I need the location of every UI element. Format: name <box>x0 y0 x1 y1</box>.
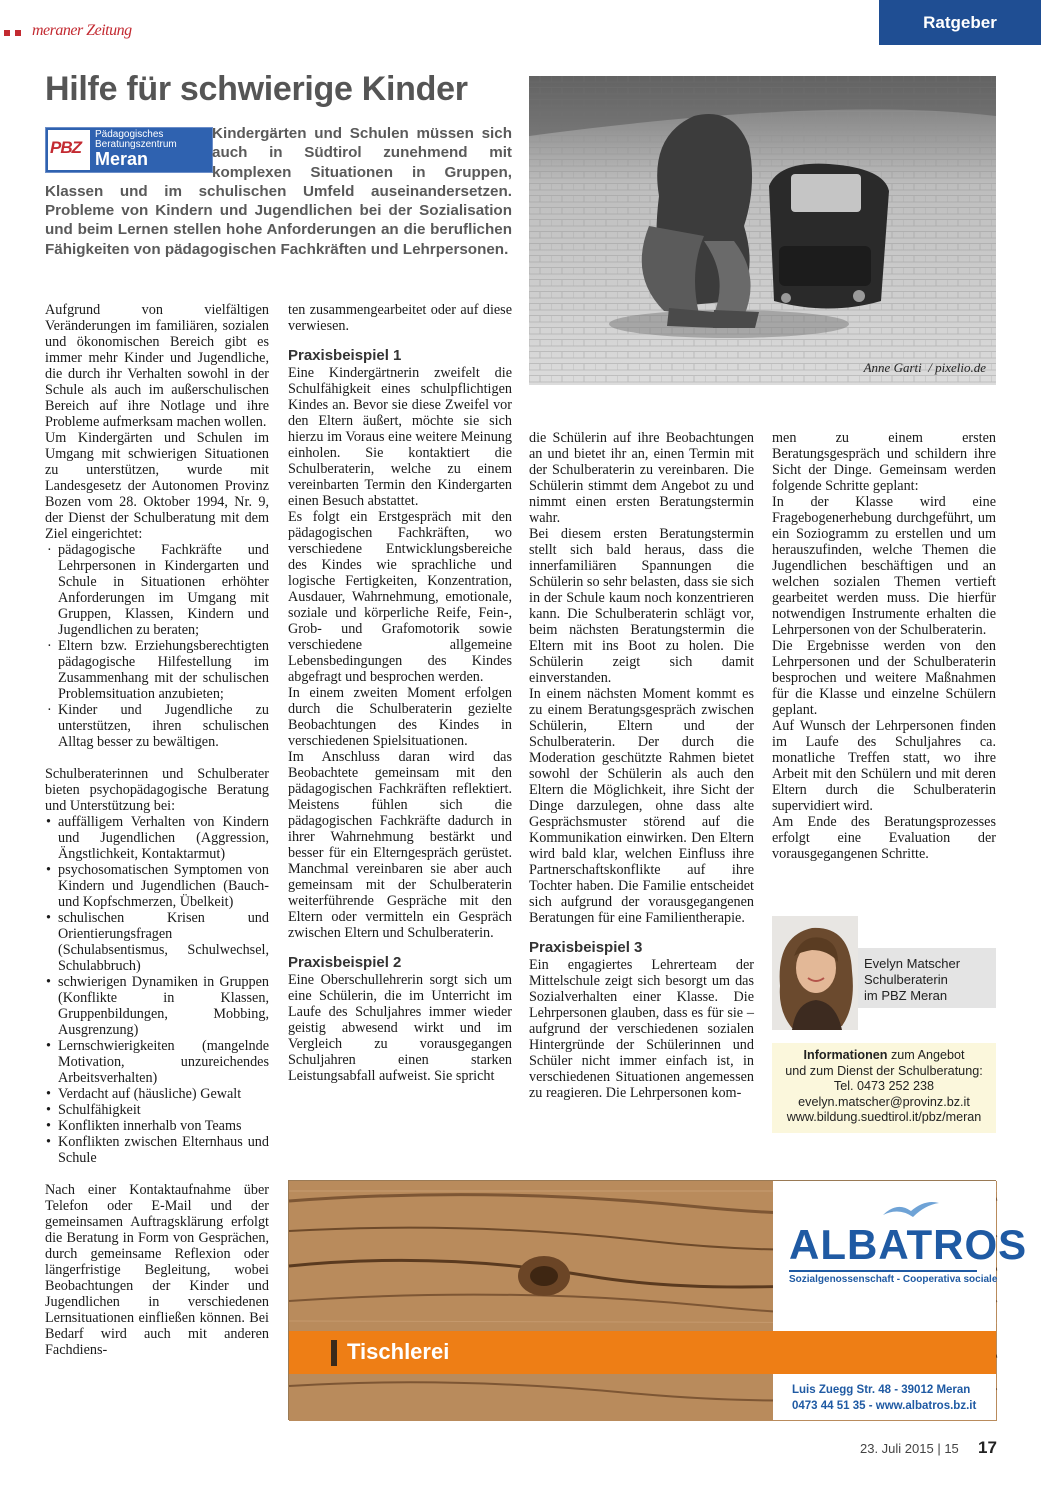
list-item: · Eltern bzw. Erziehungsberechtigten pädagogische Hilfestellung im Zusammenhang mit der schulischen Problemsituation anzubieten; <box>45 638 269 702</box>
advertisement <box>288 1180 1028 1420</box>
page-number: 17 <box>978 1438 997 1457</box>
col1-offer: Schulberaterinnen und Schulberater bieten psychopädagogische Beratung und Unterstützung bei: <box>45 766 269 814</box>
list-item: · pädagogische Fachkräfte und Lehrpersonen in Kindergarten und Schule in Situationen erhöhter Anforderungen im Umgang mit Gruppen, Klassen, Kindern und Jugendlichen zu beraten; <box>45 542 269 638</box>
aims-list <box>45 542 269 750</box>
author-portrait-icon <box>772 916 858 1030</box>
author-org: im PBZ Meran <box>864 988 948 1003</box>
header <box>0 0 1041 60</box>
section-tab: Ratgeber <box>879 0 1041 45</box>
footer-date: 23. Juli 2015 | 15 <box>860 1441 959 1456</box>
list-item: • Schulfähigkeit <box>45 1102 269 1118</box>
list-item: • psychosomatischen Symptomen von Kindern und Jugendlichen (Bauch- und Kopfschmerzen, Übelkeit) <box>45 862 269 910</box>
ad-address: Luis Zuegg Str. 48 - 39012 Meran <box>792 1384 971 1396</box>
ad-banner <box>289 1331 996 1374</box>
ad-brand-rule <box>789 1270 977 1272</box>
ad-contact: 0473 44 51 35 - www.albatros.bz.it <box>792 1400 977 1412</box>
author-photo <box>772 916 858 1030</box>
list-item: • schulischen Krisen und Orientierungsfragen (Schulabsentismus, Schulwechsel, Schulabbruch) <box>45 910 269 974</box>
info-phone: Tel. 0473 252 238 <box>833 1079 935 1094</box>
column-4: men zu einem ersten Beratungsgespräch und schildern ihre Sicht der Dinge. Gemeinsam werden folgende Schritte geplant: In der Klasse wird eine Fragebogenerhebung durchgeführt, um ein Soziogramm zu erstellen und um herauszufinden, welche Themen die Jugendlichen beschäftigen und an welchen sozialen Themen vertieft gearbeitet werden muss. Die hierfür notwendigen Instrumente erhalten die Lehrpersonen von der Schulberaterin. Die Ergebnisse werden von den Lehrpersonen und der Schulberaterin besprochen und weitere Maßnahmen für die Klasse und einzelne Schülern geplant. Auf Wunsch der Lehrpersonen finden im Laufe des Schuljahres ca. monatliche Treffen statt, wo ihre Arbeit mit den Schülern und mit deren Eltern durch die Schulberaterin supervidiert wird. Am Ende des Beratungsprozesses erfolgt eine Evaluation der vorausgegangenen Schritte. <box>772 430 996 862</box>
albatros-bird-icon <box>881 1195 941 1223</box>
ad-address-panel <box>773 1374 996 1420</box>
column-2: ten zusammengearbeitet oder auf diese verwiesen. Praxisbeispiel 1 Eine Kindergärtnerin zweifelt die Schulfähigkeit eines schulpflichtigen Kindes an. Bevor sie diese Zweifel vor den Eltern äußert, möchte sie sich hierzu im Voraus eine weitere Meinung einholen. Sie kontaktiert die Schulberaterin, welche zu einem vereinbarten Termin den Kindergarten einen Besuch abstattet. Es folgt ein Erstgespräch mit den pädagogischen Fachkräften, wo verschiedene Entwicklungsbereiche des Kindes wie sprachliche und logische Fertigkeiten, Konzentration, Ausdauer, Wahrnehmung, emotionale, soziale und körperliche Reife, Fein-, Grob- und Grafomotorik sowie verschiedene allgemeine Lebensbedingungen des Kindes abgefragt und besprochen werden. In einem zweiten Moment erfolgen durch die Schulberaterin gezielte Beobachtungen des Kindes in verschiedenen Spielsituationen. Im Anschluss daran wird das Beobachtete gemeinsam mit den pädagogischen Fachkräften reflektiert. Meistens fühlen sich die pädagogischen Fachkräfte dadurch in ihrer Wahrnehmung bestärkt und besser für ein Elterngespräch gerüstet. Manchmal vereinbaren sie aber auch gemeinsam mit der Schulberaterin weiterführende Gespräche mit den Eltern oder vermitteln ein Gespräch zwischen Eltern und Schulberaterin. Praxisbeispiel 2 Eine Oberschullehrerin sorgt sich um eine Schülerin, die im Unterricht im Laufe des Schuljahres immer wieder geistig abwesend wirkt und im Vergleich zu vorausgegangen Schuljahren einen starken Leistungsabfall aufweist. Sie spricht <box>288 302 512 1084</box>
list-item: • auffälligem Verhalten von Kindern und Jugendlichen (Aggression, Ängstlichkeit, Kontaktarmut) <box>45 814 269 862</box>
photo-credit: Anne Garti / pixelio.de <box>863 360 986 375</box>
subheading-example-3: Praxisbeispiel 3 <box>529 939 643 956</box>
header-marker-icon <box>4 30 10 36</box>
list-item: • Konflikten zwischen Elternhaus und Schule <box>45 1134 269 1166</box>
pbz-logo: PBZ Pädagogisches Beratungszentrum Meran <box>45 127 213 173</box>
list-item: • Verdacht auf (häusliche) Gewalt <box>45 1086 269 1102</box>
subheading-example-2: Praxisbeispiel 2 <box>288 954 402 971</box>
col1-intro: Aufgrund von vielfältigen Veränderungen im familiären, sozialen und ökonomischen Bereich gibt es immer mehr Kinder und Jugendliche, die durch ihr Verhalten sowohl in der Schule als auch im außerschulischen Bereich auf ihre Notlage und ihre Probleme aufmerksam machen wollen. <box>45 302 269 430</box>
subheading-example-1: Praxisbeispiel 1 <box>288 347 402 364</box>
col1-process: Nach einer Kontaktaufnahme über Telefon oder E-Mail und der gemeinsamen Auftragsklärung erfolgt die Beratung in Form von Gesprächen, durch gemeinsame Reflexion oder längerfristige Begleitung, wobei Beobachtungen der Kinder und Jugendlichen in verschiedenen Lernsituationen einfließen können. Bei Bedarf wird auch mit anderen Fachdiens- <box>45 1182 269 1358</box>
ad-tagline: Sozialgenossenschaft - Cooperativa sociale <box>789 1274 998 1285</box>
info-email[interactable]: evelyn.matscher@provinz.bz.it <box>798 1094 970 1109</box>
header-logo: meraner Zeitung <box>32 22 132 39</box>
pbz-logo-mark: PBZ <box>48 130 90 170</box>
col1-law: Um Kindergärten und Schulen im Umgang mit schwierigen Situationen zu unterstützen, wurde mit Landesgesetz der Autonomen Provinz Bozen vom 28. Oktober 1994, Nr. 9, der Dienst der Schulberatung mit dem Ziel eingerichtet: <box>45 430 269 542</box>
author-name: Evelyn Matscher <box>864 956 961 971</box>
author-box <box>772 916 996 1030</box>
list-item: • Konflikten innerhalb von Teams <box>45 1118 269 1134</box>
author-role: Schulberaterin <box>864 972 948 987</box>
list-item: • Lernschwierigkeiten (mangelnde Motivation, unzureichendes Arbeitsverhalten) <box>45 1038 269 1086</box>
list-item: • schwierigen Dynamiken in Gruppen (Konflikte in Klassen, Gruppenbildungen, Mobbing, Ausgrenzung) <box>45 974 269 1038</box>
article-photo <box>529 76 996 385</box>
list-item: · Kinder und Jugendliche zu unterstützen, ihren schulischen Alltag besser zu bewältigen. <box>45 702 269 750</box>
support-list <box>45 814 269 1166</box>
article-lead: Kindergärten und Schulen müssen sich auch in Südtirol zunehmend mit komplexen Situationen in Gruppen, Klassen und im schulischen Umfeld auseinandersetzen. Probleme von Kindern und Jugendlichen bei der Sozialisation und beim Lernen stellen hohe Anforderungen an die beruflichen Fähigkeiten von pädagogischen Fachkräften und Lehrpersonen. <box>45 125 512 258</box>
photo-child-with-backpack <box>529 76 996 385</box>
info-box: Informationen zum Angebot und zum Dienst der Schulberatung: Tel. 0473 252 238 evelyn.matscher@provinz.bz.it www.bildung.suedtirol.it/pbz/meran <box>772 1043 996 1133</box>
info-website[interactable]: www.bildung.suedtirol.it/pbz/meran <box>786 1110 982 1125</box>
column-3: die Schülerin auf ihre Beobachtungen an und bietet ihr an, einen Termin mit der Schulberaterin zu vereinbaren. Die Schülerin stimmt dem Angebot zu und nimmt einen ersten Beratungstermin wahr. Bei diesem ersten Beratungstermin stellt sich bald heraus, dass die innerfamiliären Spannungen die Schülerin so sehr belasten, dass sie sich in der Schule kaum noch konzentrieren kann. Die Schulberaterin schlägt vor, beim nächsten Beratungstermin die Eltern mit ins Boot zu holen. Die Schülerin zeigt sich damit einverstanden. In einem nächsten Moment kommt es zu einem Beratungsgespräch zwischen Schülerin, Eltern und der Schulberaterin. Der durch die Moderation geschützte Rahmen bietet sowohl der Schülerin als auch den Eltern die Möglichkeit, ihre Sicht der Dinge darzulegen, ohne dass alte Gesprächsmuster störend auf die Kommunikation einwirken. Den Eltern wird bald klar, welchen Einfluss ihre Partnerschaftskonflikte auf ihre Tochter haben. Die Familie entscheidet sich aufgrund der vorausgegangenen Beratungen für eine Familientherapie. Praxisbeispiel 3 Ein engagiertes Lehrerteam der Mittelschule zeigt sich besorgt um das Sozialverhalten einer Klasse. Die Lehrpersonen glauben, dass es für sie – aufgrund der verschiedenen sozialen Hintergründe der Schülerinnen und Schüler nicht immer einfach ist, in verschiedenen Situationen angemessen zu reagieren. Die Lehrpersonen kom- <box>529 430 754 1101</box>
column-1 <box>45 302 269 1358</box>
pencil-icon <box>331 1340 337 1366</box>
article-title: Hilfe für schwierige Kinder <box>45 70 468 108</box>
ad-brand-name: ALBATROS <box>789 1221 1028 1268</box>
ad-banner-text: Tischlerei <box>347 1339 450 1364</box>
header-marker-icon <box>15 30 21 36</box>
